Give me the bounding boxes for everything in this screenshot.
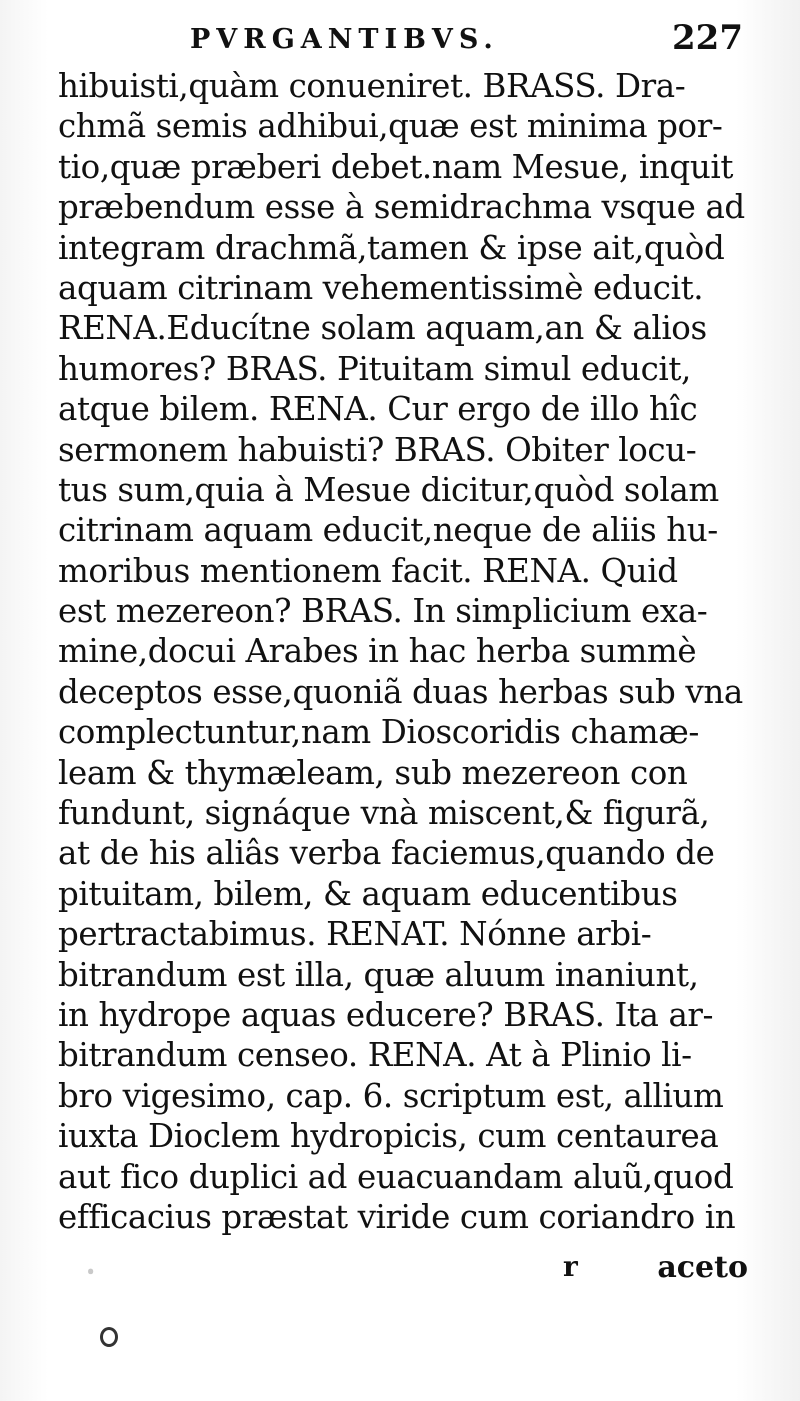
text-line: bro vigesimo, cap. 6. scriptum est, allium <box>58 1076 724 1115</box>
running-head: PVRGANTIBVS. <box>190 24 499 55</box>
bleed-through-mark: ꞏ <box>86 1255 96 1290</box>
text-line: iuxta Dioclem hydropicis, cum centaurea <box>58 1117 719 1156</box>
body-text <box>58 66 748 1237</box>
text-line: chmã semis adhibui,quæ est minima por- <box>58 107 723 146</box>
text-line: est mezereon? BRAS. In simplicium exa- <box>58 592 708 631</box>
text-line: pertractabimus. RENAT. Nónne arbi- <box>58 915 652 954</box>
text-line: tio,quæ præberi debet.nam Mesue, inquit <box>58 147 734 186</box>
text-line: tus sum,quia à Mesue dicitur,quòd solam <box>58 470 719 509</box>
text-line: fundunt, signáque vnà miscent,& figurã, <box>58 794 710 833</box>
text-line: aquam citrinam vehementissimè educit. <box>58 268 704 307</box>
text-line: hibuisti,quàm conueniret. BRASS. Dra- <box>58 67 686 105</box>
ink-blot <box>100 1327 118 1347</box>
text-line: bitrandum censeo. RENA. At à Plinio li- <box>58 1036 692 1075</box>
text-line: moribus mentionem facit. RENA. Quid <box>58 551 678 590</box>
text-line: RENA.Educítne solam aquam,an & alios <box>58 309 707 348</box>
text-line: pituitam, bilem, & aquam educentibus <box>58 874 678 913</box>
signature-mark: r <box>563 1250 578 1283</box>
text-line: at de his aliâs verba faciemus,quando de <box>58 834 715 873</box>
text-line: atque bilem. RENA. Cur ergo de illo hîc <box>58 390 698 429</box>
page-number: 227 <box>672 18 743 58</box>
text-line: sermonem habuisti? BRAS. Obiter locu- <box>58 430 697 469</box>
text-line: efficacius præstat viride cum coriandro in <box>58 1197 736 1236</box>
text-line: integram drachmã,tamen & ipse ait,quòd <box>58 228 725 267</box>
text-line: aut fico duplici ad euacuandam aluũ,quod <box>58 1157 734 1196</box>
catchword: aceto <box>657 1250 748 1285</box>
catchword-row <box>58 1250 748 1290</box>
text-line: citrinam aquam educit,neque de aliis hu- <box>58 511 718 550</box>
text-line: in hydrope aquas educere? BRAS. Ita ar- <box>58 995 714 1034</box>
page-header <box>0 14 800 62</box>
text-line: præbendum esse à semidrachma vsque ad <box>58 188 745 227</box>
text-line: deceptos esse,quoniã duas herbas sub vna <box>58 672 743 711</box>
text-line: complectuntur,nam Dioscoridis chamæ- <box>58 713 699 752</box>
text-line: mine,docui Arabes in hac herba summè <box>58 632 697 671</box>
text-line: humores? BRAS. Pituitam simul educit, <box>58 349 691 388</box>
text-line: leam & thymæleam, sub mezereon con <box>58 753 688 792</box>
text-line: bitrandum est illa, quæ aluum inaniunt, <box>58 955 699 994</box>
